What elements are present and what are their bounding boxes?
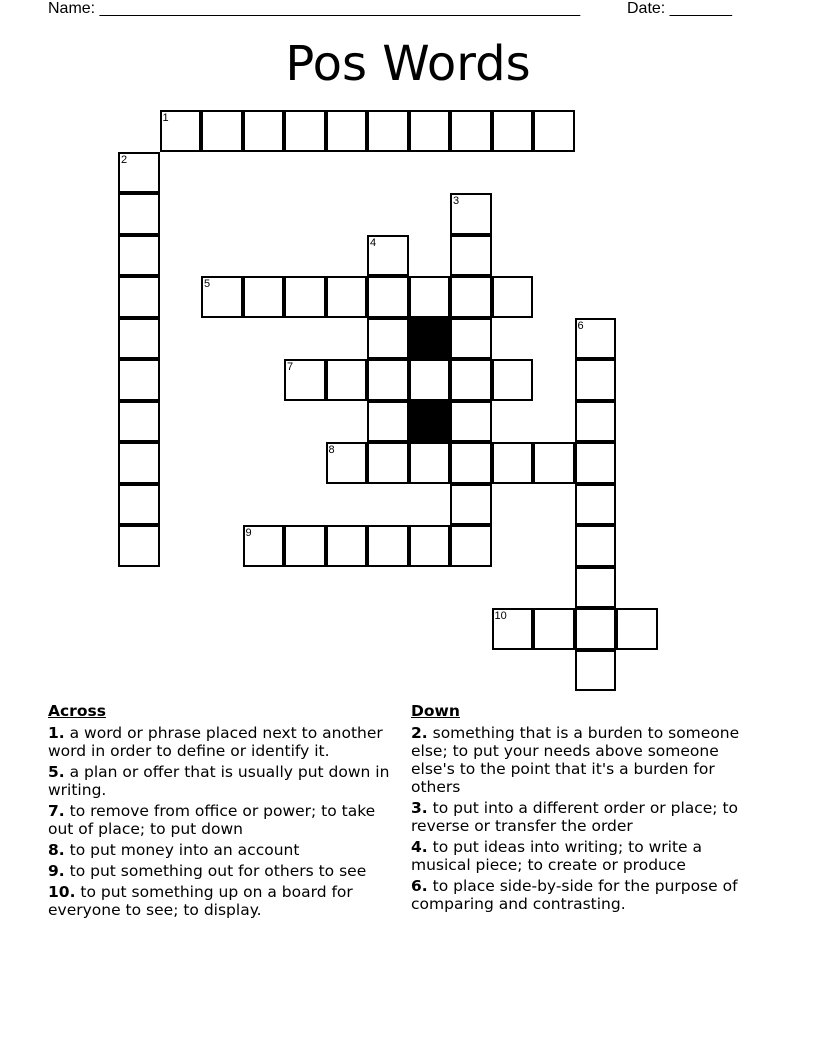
grid-cell[interactable] (450, 276, 492, 318)
clue-item (411, 877, 756, 913)
clue-number: 6 (577, 319, 584, 332)
clue-item (411, 799, 756, 835)
clue-text: to put money into an account (64, 841, 300, 859)
clue-item (48, 883, 403, 919)
clue-item (48, 724, 403, 760)
grid-cell[interactable] (326, 110, 368, 152)
grid-cell[interactable] (284, 359, 326, 401)
grid-cell[interactable] (575, 650, 617, 692)
grid-cell[interactable] (450, 235, 492, 277)
grid-cell[interactable] (243, 110, 285, 152)
grid-cell[interactable] (575, 318, 617, 360)
grid-cell[interactable] (575, 525, 617, 567)
clue-number: 10 (494, 610, 507, 622)
grid-cell[interactable] (284, 525, 326, 567)
grid-cell[interactable] (118, 318, 160, 360)
clue-item (48, 763, 403, 799)
grid-cell[interactable] (492, 442, 534, 484)
clue-number: 7 (287, 361, 294, 373)
grid-cell[interactable] (118, 525, 160, 567)
grid-cell[interactable] (118, 484, 160, 526)
grid-cell[interactable] (533, 110, 575, 152)
grid-cell[interactable] (326, 525, 368, 567)
clue-text: a word or phrase placed next to another word in order to define or identify it. (48, 724, 383, 760)
clue-text: to put ideas into writing; to write a musical piece; to create or produce (411, 838, 703, 874)
clue-item (48, 862, 403, 880)
grid-cell[interactable] (367, 401, 409, 443)
clue-number: 3. (411, 799, 428, 817)
clue-number: 9. (48, 862, 65, 880)
grid-cell[interactable] (118, 442, 160, 484)
grid-cell[interactable] (118, 235, 160, 277)
clue-number: 1. (48, 724, 65, 742)
clue-text: to put something up on a board for everyone to see; to display. (48, 883, 353, 919)
grid-cell[interactable] (367, 442, 409, 484)
clue-item (411, 838, 756, 874)
grid-cell[interactable] (575, 359, 617, 401)
clue-number: 1 (162, 112, 169, 124)
grid-cell[interactable] (118, 193, 160, 235)
grid-cell[interactable] (118, 359, 160, 401)
grid-cell[interactable] (409, 442, 451, 484)
grid-cell[interactable] (367, 110, 409, 152)
clue-text: to put into a different order or place; to reverse or transfer the order (411, 799, 739, 835)
clue-number: 4 (370, 236, 377, 249)
clue-number: 7. (48, 802, 65, 820)
grid-cell[interactable] (243, 276, 285, 318)
date-field[interactable]: Date: _______ (627, 0, 732, 17)
black-cell (409, 401, 451, 443)
clue-number: 2. (411, 724, 428, 742)
clue-item (48, 802, 403, 838)
clue-number: 5. (48, 763, 65, 781)
grid-cell[interactable] (450, 442, 492, 484)
clue-number: 8 (328, 444, 335, 456)
clue-text: something that is a burden to someone else; to put your needs above someone else's to the point that it's a burden for others (411, 724, 740, 796)
grid-cell[interactable] (492, 359, 534, 401)
grid-cell[interactable] (575, 567, 617, 609)
grid-cell[interactable] (575, 484, 617, 526)
clue-number: 10. (48, 883, 76, 901)
grid-cell[interactable] (326, 442, 368, 484)
grid-cell[interactable] (243, 525, 285, 567)
down-heading: Down (411, 702, 460, 720)
grid-cell[interactable] (367, 276, 409, 318)
grid-cell[interactable] (450, 193, 492, 235)
grid-cell[interactable] (118, 276, 160, 318)
clue-number: 3 (453, 195, 460, 207)
grid-cell[interactable] (616, 608, 658, 650)
grid-cell[interactable] (284, 110, 326, 152)
grid-cell[interactable] (575, 401, 617, 443)
grid-cell[interactable] (533, 442, 575, 484)
grid-cell[interactable] (450, 318, 492, 360)
grid-cell[interactable] (201, 276, 243, 318)
grid-cell[interactable] (409, 276, 451, 318)
grid-cell[interactable] (326, 276, 368, 318)
clue-text: to put something out for others to see (64, 862, 367, 880)
grid-cell[interactable] (160, 110, 202, 152)
grid-cell[interactable] (118, 152, 160, 194)
grid-cell[interactable] (201, 110, 243, 152)
clue-text: to place side-by-side for the purpose of comparing and contrasting. (411, 877, 738, 913)
grid-cell[interactable] (409, 110, 451, 152)
grid-cell[interactable] (367, 359, 409, 401)
grid-cell[interactable] (409, 525, 451, 567)
grid-cell[interactable] (492, 276, 534, 318)
black-cell (409, 318, 451, 360)
clue-number: 6. (411, 877, 428, 895)
clue-number: 8. (48, 841, 65, 859)
clue-number: 4. (411, 838, 428, 856)
clue-item (48, 841, 403, 859)
grid-cell[interactable] (533, 608, 575, 650)
grid-cell[interactable] (118, 401, 160, 443)
clue-number: 5 (204, 278, 211, 290)
clue-number: 2 (121, 153, 128, 166)
grid-cell[interactable] (450, 401, 492, 443)
across-clues (48, 702, 403, 922)
clue-item (411, 724, 756, 796)
grid-cell[interactable] (450, 110, 492, 152)
name-field[interactable]: Name: ______________________________________________________ (48, 0, 581, 17)
down-clues (411, 702, 756, 916)
grid-cell[interactable] (492, 608, 534, 650)
clue-number: 9 (245, 527, 252, 539)
clue-text: a plan or offer that is usually put down in writing. (48, 763, 390, 799)
grid-cell[interactable] (575, 442, 617, 484)
grid-cell[interactable] (450, 525, 492, 567)
grid-cell[interactable] (575, 608, 617, 650)
grid-cell[interactable] (367, 318, 409, 360)
clue-text: to remove from office or power; to take out of place; to put down (48, 802, 376, 838)
grid-cell[interactable] (450, 359, 492, 401)
across-heading: Across (48, 702, 106, 720)
grid-cell[interactable] (284, 276, 326, 318)
grid-cell[interactable] (367, 525, 409, 567)
page-title: Pos Words (285, 36, 531, 92)
grid-cell[interactable] (326, 359, 368, 401)
grid-cell[interactable] (492, 110, 534, 152)
grid-cell[interactable] (409, 359, 451, 401)
grid-cell[interactable] (450, 484, 492, 526)
grid-cell[interactable] (367, 235, 409, 277)
